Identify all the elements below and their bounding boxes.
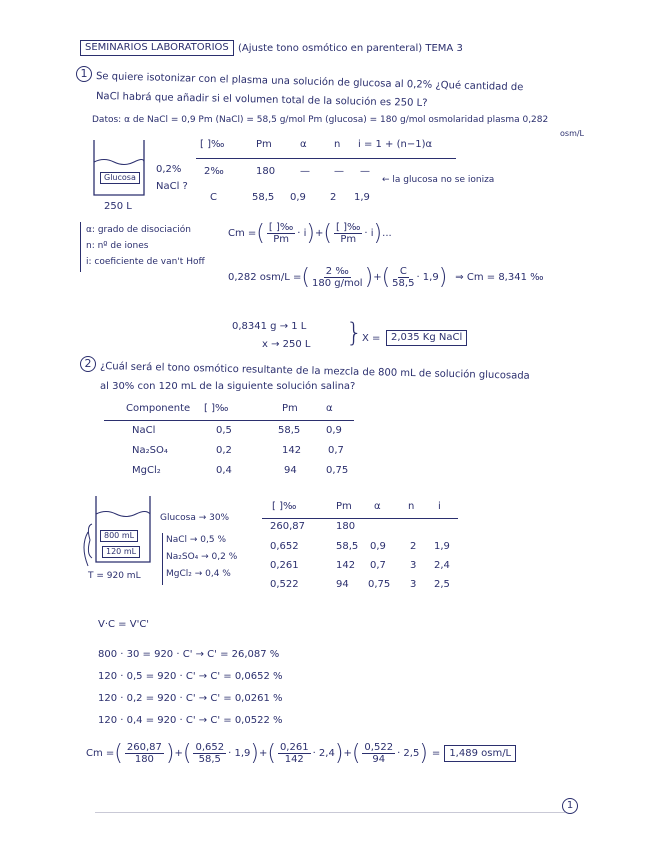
q1-r2-c2: 58,5 [252,192,275,203]
dilution-line-4: 120 · 0,4 = 920 · C' → C' = 0,0522 % [98,715,283,726]
q2t2-r3-c2: 142 [336,560,356,571]
question-1-number: 1 [76,66,92,82]
legend-i: i: coeficiente de van't Hoff [86,257,205,267]
cm-f1-i: · i [297,228,307,239]
q2-r1-c1: NaCl [132,425,156,436]
q1-th-n: n [334,139,341,150]
final-t4-den: 94 [372,754,386,765]
q2-r2-c2: 0,2 [216,445,232,456]
q2-th-component: Componente [126,403,191,414]
q2t2-rule [262,518,458,519]
header-title: SEMINARIOS LABORATORIOS [80,40,234,56]
final-plus-1: + [174,748,183,759]
q2-r2-c3: 142 [282,445,302,456]
q2-th-conc: [ ]‰ [204,403,229,414]
q1-table-rule [196,158,456,159]
q2t2-th-conc: [ ]‰ [272,501,297,512]
q1-r1-c5: — [360,166,370,177]
q2-r2-c4: 0,7 [328,445,344,456]
beaker-q1-content: Glucosa [100,172,140,184]
q2-table-rule [104,420,354,421]
q2t2-r4-c5: 2,5 [434,579,450,590]
q2-r1-c4: 0,9 [326,425,342,436]
q2t2-r4-c1: 0,522 [270,579,299,590]
final-result: 1,489 osm/L [444,745,516,762]
final-t2-factor: · 1,9 [228,748,251,759]
q2t2-r2-c5: 1,9 [434,541,450,552]
beaker-q2-top: 800 mL [100,530,138,542]
cm-formula: Cm = ( [ ]‰ Pm · i ) + ( [ ]‰ Pm · i ) ... [228,220,392,246]
osm-equation: 0,282 osm/L = ( 2 ‰ 180 g/mol ) + ( $\frac{C}{58,5}$ · 1,9 ) ⇒ Cm = 8,341 ‰ [228,264,544,290]
eq-f2-factor: · 1,9 [416,272,439,283]
mix-glucosa: Glucosa → 30% [160,513,230,523]
final-plus-2: + [258,748,268,759]
prop-line2: x → 250 L [262,339,311,350]
q1-r2-c4: 2 [330,192,337,203]
q2t2-r1-c1: 260,87 [270,521,305,532]
q2t2-r2-c3: 0,9 [370,541,386,552]
mix-nacl: NaCl → 0,5 % [166,535,227,545]
q1-th-pm: Pm [256,139,272,150]
question-2-line1: ¿Cuál será el tono osmótico resultante de la mezcla de 800 mL de solución glucosada [99,361,530,382]
cm-f1-num: [ ]‰ [268,222,294,233]
final-eq: = [431,748,441,759]
eq-f1-num: 2 ‰ [325,266,349,277]
legend-bar [80,222,81,272]
q2t2-th-i: i [438,501,441,512]
q2t2-r2-c4: 2 [410,541,417,552]
prop-brace: } [346,318,363,348]
q1-r1-c4: — [334,166,344,177]
final-equation: Cm = ( $\frac{260,87}{180}$ ) + ( $\frac{0,652}{58,5}$ · 1,9 ) + ( $\frac{0,261}{142}$ · 2,4 ) + ( $\frac{0,522}{94}$ · 2,5 ) = 1,489 osm/L [86,742,516,765]
prop-line1: 0,8341 g → 1 L [232,321,307,332]
beaker-q1-volume: 250 L [104,201,132,212]
q2-r3-c4: 0,75 [326,465,349,476]
beaker-q2-bottom: 120 mL [102,546,140,558]
final-t2-den: 58,5 [198,754,221,765]
q2-r3-c1: MgCl₂ [132,465,161,476]
beaker-q1-label-bottom: NaCl ? [156,181,188,192]
q2t2-r3-c1: 0,261 [270,560,299,571]
final-t3-den: 142 [284,754,304,765]
question-1-datos-unit: osm/L [560,129,585,138]
question-2-number: 2 [80,356,96,372]
page-number: 1 [562,798,578,814]
beaker-q1-label-top: 0,2% [156,164,182,175]
final-t2-num: 0,652 [195,742,225,753]
q2-r1-c3: 58,5 [278,425,301,436]
header-subtitle: (Ajuste tono osmótico en parenteral) TEMA 3 [238,43,463,54]
final-t3-factor: · 2,4 [312,748,335,759]
cm-formula-lhs: Cm = [228,228,257,239]
q2t2-r4-c4: 3 [410,579,417,590]
q2-r3-c2: 0,4 [216,465,232,476]
legend-n: n: nº de iones [86,241,149,251]
cm-dots: ... [382,228,392,239]
mix-na2so4: Na₂SO₄ → 0,2 % [166,552,238,562]
q2t2-r3-c4: 3 [410,560,417,571]
q2t2-r2-c2: 58,5 [336,541,359,552]
eq-f1-den: 180 g/mol [311,278,363,289]
eq-f2-num: C [399,266,407,277]
q2-r3-c3: 94 [284,465,297,476]
q1-th-conc: [ ]‰ [200,139,225,150]
question-1-line1: Se quiere isotonizar con el plasma una solución de glucosa al 0,2% ¿Qué cantidad de [95,71,524,94]
q1-r2-c3: 0,9 [290,192,306,203]
prop-result: 2,035 Kg NaCl [386,330,467,346]
q2-r1-c2: 0,5 [216,425,232,436]
q1-th-alpha: α [300,139,307,150]
q2t2-th-n: n [408,501,415,512]
question-1-line2: NaCl habrá que añadir si el volumen total de la solución es 250 L? [95,91,428,109]
legend-alpha: α: grado de disociación [86,225,191,235]
dilution-title: V·C = V'C' [98,619,150,630]
q2t2-r3-c3: 0,7 [370,560,386,571]
mix-brace [162,533,163,585]
eq-lhs: 0,282 osm/L = [228,272,302,283]
beaker-q2-total: T = 920 mL [88,571,141,581]
q1-r1-c2: 180 [256,166,276,177]
eq-plus: + [373,272,382,283]
q2t2-r3-c5: 2,4 [434,560,450,571]
question-2-line2: al 30% con 120 mL de la siguiente solución salina? [100,381,356,392]
cm-f2-den: Pm [340,234,357,245]
q2-th-pm: Pm [282,403,298,414]
final-t3-num: 0,261 [279,742,309,753]
final-t4-factor: · 2,5 [397,748,420,759]
q1-table-note: ← la glucosa no se ioniza [382,175,495,185]
q1-r2-c5: 1,9 [354,192,370,203]
dilution-line-1: 800 · 30 = 920 · C' → C' = 26,087 % [98,649,280,660]
q1-th-i: i = 1 + (n−1)α [358,139,433,150]
q2-th-alpha: α [326,403,333,414]
eq-result: ⇒ Cm = 8,341 ‰ [455,272,544,283]
cm-f2-i: · i [364,228,374,239]
final-plus-3: + [343,748,352,759]
q2t2-r4-c3: 0,75 [368,579,391,590]
cm-plus: + [315,228,324,239]
question-1-datos: Datos: α de NaCl = 0,9 Pm (NaCl) = 58,5 g/mol Pm (glucosa) = 180 g/mol osmolaridad plasma 0,282 [92,115,549,125]
final-t4-num: 0,522 [364,742,394,753]
q2t2-r4-c2: 94 [336,579,349,590]
cm-f1-den: Pm [273,234,289,245]
cm-f2-num: [ ]‰ [336,222,361,233]
prop-result-prefix: X = [362,333,381,344]
dilution-line-3: 120 · 0,2 = 920 · C' → C' = 0,0261 % [98,693,283,704]
q2t2-th-alpha: α [374,501,381,512]
mix-mgcl2: MgCl₂ → 0,4 % [166,569,231,579]
q1-r1-c1: 2‰ [204,166,224,177]
q1-r2-c1: C [210,192,217,203]
dilution-line-2: 120 · 0,5 = 920 · C' → C' = 0,0652 % [98,671,283,682]
q2t2-r2-c1: 0,652 [270,541,299,552]
q2t2-th-pm: Pm [336,501,352,512]
final-t1-den: 180 [134,754,154,765]
q2t2-r1-c2: 180 [336,521,356,532]
final-lhs: Cm = [86,748,115,759]
q2-r2-c1: Na₂SO₄ [132,445,168,456]
q1-r1-c3: — [300,166,310,177]
final-t1-num: 260,87 [126,742,162,753]
eq-f2-den: 58,5 [392,278,415,289]
bottom-rule [95,812,565,813]
